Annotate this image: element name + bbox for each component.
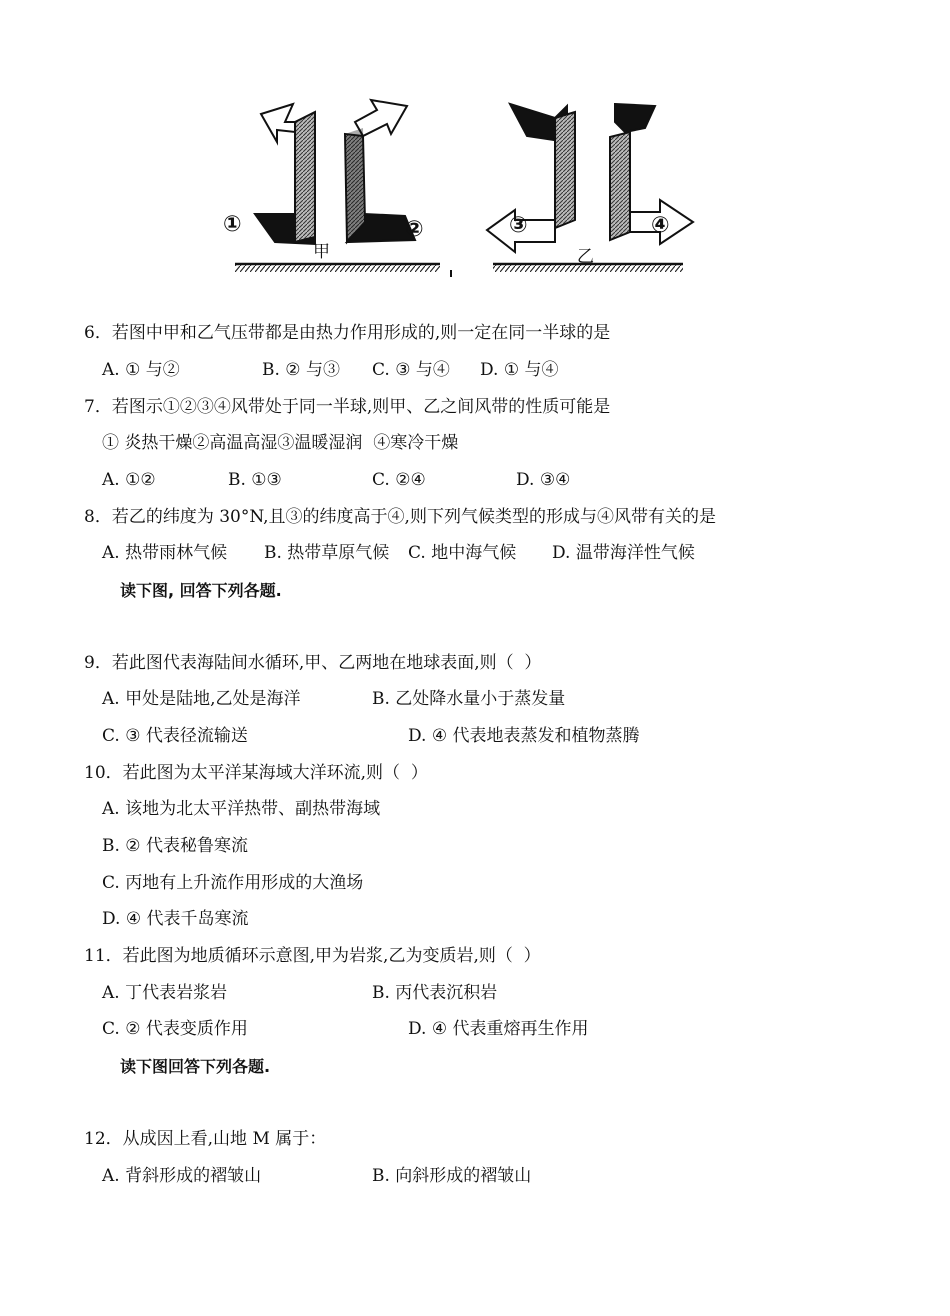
left-column [295, 112, 315, 242]
label-3: ③ [509, 213, 528, 238]
q8-option-a[interactable]: A. 热带雨林气候 [102, 543, 228, 563]
q12-stem: 12．从成因上看,山地 M 属于： [84, 1129, 327, 1149]
section-instruction-2: 读下图回答下列各题. [120, 1057, 271, 1076]
q7-stem: 7．若图示①②③④风带处于同一半球,则甲、乙之间风带的性质可能是 [84, 397, 611, 417]
q7-option-a[interactable]: A. ①② [102, 470, 156, 490]
q10-option-c[interactable]: C. 丙地有上升流作用形成的大渔场 [102, 873, 364, 893]
label-4: ④ [651, 213, 670, 238]
q8-option-b[interactable]: B. 热带草原气候 [264, 543, 390, 563]
q9-option-c[interactable]: C. ③ 代表径流输送 [102, 726, 248, 746]
q8-option-c[interactable]: C. 地中海气候 [408, 543, 517, 563]
q10-stem: 10．若此图为太平洋某海域大洋环流,则（ ） [84, 763, 428, 783]
q10-option-d[interactable]: D. ④ 代表千岛寒流 [102, 909, 249, 929]
q8-option-d[interactable]: D. 温带海洋性气候 [552, 543, 695, 563]
label-1: ① [223, 212, 242, 237]
q9-option-d[interactable]: D. ④ 代表地表蒸发和植物蒸腾 [408, 726, 640, 746]
q6-option-d[interactable]: D. ① 与④ [480, 360, 559, 380]
yi-right-column [610, 132, 630, 240]
q6-option-b[interactable]: B. ② 与③ [262, 360, 340, 380]
q10-option-b[interactable]: B. ② 代表秘鲁寒流 [102, 836, 248, 856]
pressure-belt-figure [215, 92, 745, 292]
label-jia: 甲 [313, 242, 330, 262]
diagram-jia [235, 100, 440, 272]
yi-left-column [555, 112, 575, 228]
q11-stem: 11．若此图为地质循环示意图,甲为岩浆,乙为变质岩,则（ ） [84, 946, 541, 966]
q8-stem: 8．若乙的纬度为 30°N,且③的纬度高于④,则下列气候类型的形成与④风带有关的是 [84, 507, 716, 527]
section-instruction-1: 读下图, 回答下列各题. [120, 581, 282, 600]
q7-items: ① 炎热干燥②高温高湿③温暖湿润 ④寒冷干燥 [102, 433, 459, 453]
q6-option-c[interactable]: C. ③ 与④ [372, 360, 450, 380]
q7-option-d[interactable]: D. ③④ [516, 470, 571, 490]
q11-option-c[interactable]: C. ② 代表变质作用 [102, 1019, 248, 1039]
q7-option-b[interactable]: B. ①③ [228, 470, 282, 490]
label-2: ② [405, 217, 424, 242]
q10-option-a[interactable]: A. 该地为北太平洋热带、副热带海域 [102, 799, 381, 819]
q9-option-b[interactable]: B. 乙处降水量小于蒸发量 [372, 689, 566, 709]
q12-option-a[interactable]: A. 背斜形成的褶皱山 [102, 1166, 262, 1186]
q11-option-b[interactable]: B. 丙代表沉积岩 [372, 983, 498, 1003]
label-yi: 乙 [577, 247, 594, 267]
q7-option-c[interactable]: C. ②④ [372, 470, 426, 490]
q11-option-d[interactable]: D. ④ 代表重熔再生作用 [408, 1019, 589, 1039]
diagram-yi [451, 104, 693, 277]
arrow-top-right [615, 104, 655, 132]
q6-option-a[interactable]: A. ① 与② [102, 360, 180, 380]
q11-option-a[interactable]: A. 丁代表岩浆岩 [102, 983, 228, 1003]
q9-option-a[interactable]: A. 甲处是陆地,乙处是海洋 [102, 689, 301, 709]
q12-option-b[interactable]: B. 向斜形成的褶皱山 [372, 1166, 532, 1186]
pressure-belt-diagram [215, 92, 745, 292]
q9-stem: 9．若此图代表海陆间水循环,甲、乙两地在地球表面,则（ ） [84, 653, 542, 673]
q6-stem: 6．若图中甲和乙气压带都是由热力作用形成的,则一定在同一半球的是 [84, 323, 611, 343]
